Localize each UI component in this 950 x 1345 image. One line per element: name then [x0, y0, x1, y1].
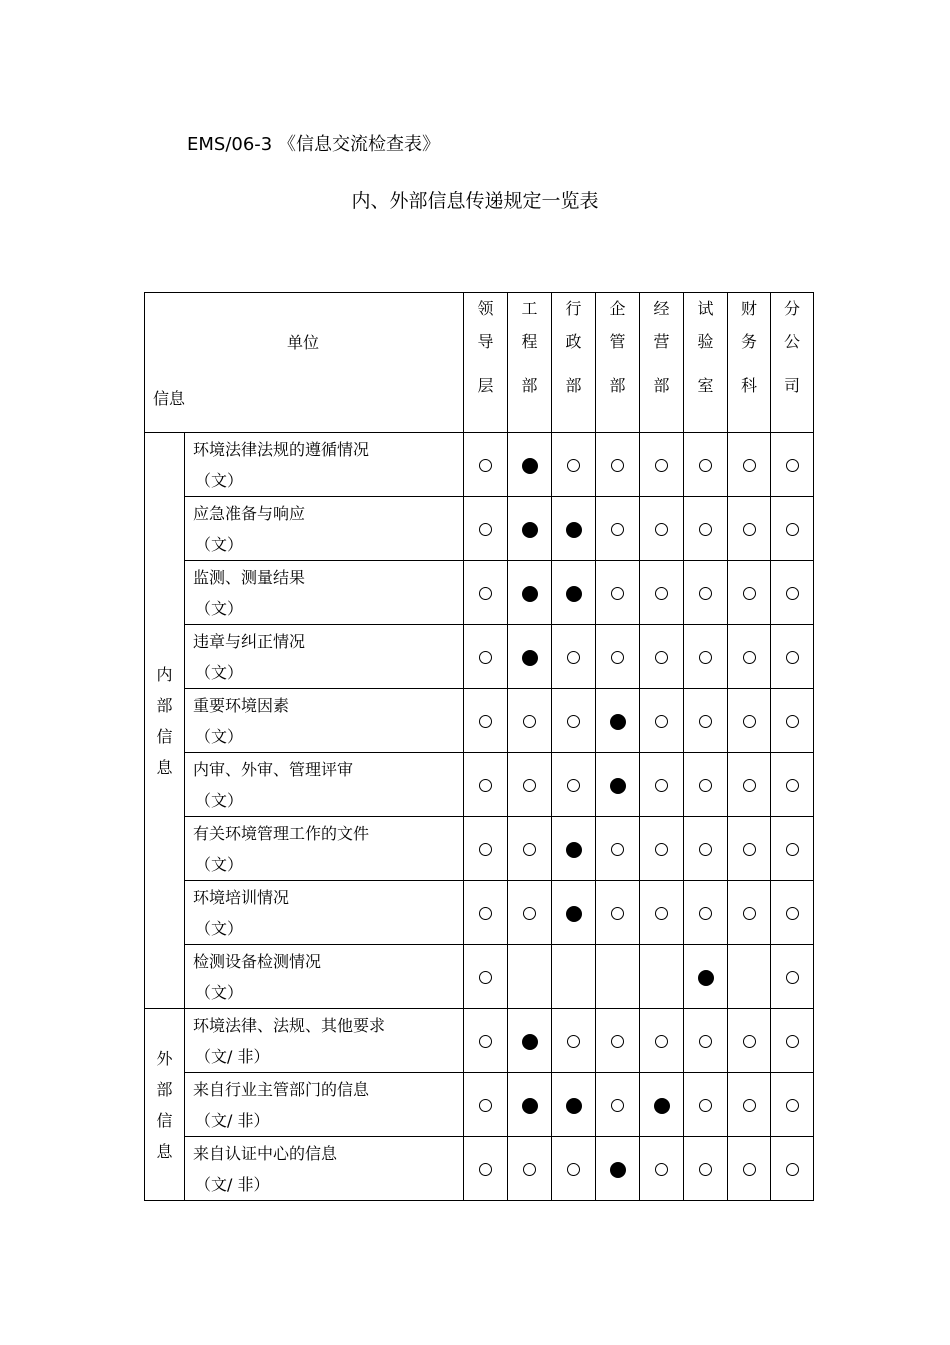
info-item-name: 检测设备检测情况 — [193, 951, 322, 971]
mark-cell — [684, 497, 728, 561]
mark-cell — [771, 753, 814, 817]
open-circle-icon — [611, 907, 624, 920]
table-row — [145, 881, 814, 945]
mark-cell — [771, 945, 814, 1009]
mark-cell — [640, 1073, 684, 1137]
info-item-cell — [185, 625, 464, 689]
mark-cell — [728, 1073, 771, 1137]
open-circle-icon — [611, 587, 624, 600]
mark-cell — [728, 817, 771, 881]
mark-cell — [596, 433, 640, 497]
mark-cell — [508, 945, 552, 1009]
filled-circle-icon — [610, 778, 626, 794]
info-item-cell — [185, 1073, 464, 1137]
mark-cell — [464, 753, 508, 817]
department-char: 务 — [740, 332, 757, 351]
mark-cell — [552, 497, 596, 561]
open-circle-icon — [523, 779, 536, 792]
info-item-type: （文） — [195, 598, 244, 618]
department-char: 部 — [521, 376, 538, 395]
open-circle-icon — [655, 523, 668, 536]
group-label-char: 信 — [156, 726, 173, 746]
department-header — [684, 293, 728, 433]
mark-cell — [728, 1009, 771, 1073]
open-circle-icon — [786, 651, 799, 664]
mark-cell — [728, 561, 771, 625]
open-circle-icon — [611, 1035, 624, 1048]
mark-cell — [508, 689, 552, 753]
mark-cell — [464, 625, 508, 689]
filled-circle-icon — [698, 970, 714, 986]
open-circle-icon — [699, 715, 712, 728]
department-char: 试 — [697, 299, 714, 318]
table-row — [145, 817, 814, 881]
department-header — [508, 293, 552, 433]
info-item-cell — [185, 945, 464, 1009]
mark-cell — [640, 625, 684, 689]
info-item-name: 重要环境因素 — [193, 695, 290, 715]
mark-cell — [684, 817, 728, 881]
open-circle-icon — [743, 523, 756, 536]
department-header — [464, 293, 508, 433]
open-circle-icon — [655, 459, 668, 472]
open-circle-icon — [611, 459, 624, 472]
department-char: 部 — [609, 376, 626, 395]
info-item-name: 来自行业主管部门的信息 — [193, 1079, 370, 1099]
mark-cell — [771, 625, 814, 689]
mark-cell — [596, 689, 640, 753]
internal-info-group — [145, 433, 185, 1009]
info-item-cell — [185, 1137, 464, 1201]
info-label: 信息 — [153, 389, 186, 408]
open-circle-icon — [699, 907, 712, 920]
department-header — [728, 293, 771, 433]
group-label-char: 部 — [156, 1079, 173, 1099]
open-circle-icon — [699, 1099, 712, 1112]
info-item-cell — [185, 561, 464, 625]
info-item-name: 监测、测量结果 — [193, 567, 306, 587]
mark-cell — [508, 497, 552, 561]
mark-cell — [684, 881, 728, 945]
mark-cell — [728, 433, 771, 497]
open-circle-icon — [699, 843, 712, 856]
open-circle-icon — [479, 651, 492, 664]
open-circle-icon — [479, 715, 492, 728]
open-circle-icon — [743, 843, 756, 856]
table-row — [145, 1137, 814, 1201]
filled-circle-icon — [522, 522, 538, 538]
department-char: 部 — [565, 376, 582, 395]
open-circle-icon — [699, 1035, 712, 1048]
info-item-name: 来自认证中心的信息 — [193, 1143, 338, 1163]
mark-cell — [684, 1009, 728, 1073]
open-circle-icon — [786, 1035, 799, 1048]
open-circle-icon — [567, 1163, 580, 1176]
department-char: 司 — [783, 376, 800, 395]
group-label-char: 内 — [156, 664, 173, 684]
mark-cell — [596, 1137, 640, 1201]
open-circle-icon — [743, 907, 756, 920]
mark-cell — [508, 1009, 552, 1073]
mark-cell — [728, 753, 771, 817]
mark-cell — [640, 817, 684, 881]
mark-cell — [596, 561, 640, 625]
mark-cell — [771, 1137, 814, 1201]
open-circle-icon — [743, 779, 756, 792]
open-circle-icon — [743, 587, 756, 600]
table-row — [145, 625, 814, 689]
mark-cell — [552, 433, 596, 497]
info-item-name: 环境法律、法规、其他要求 — [193, 1015, 386, 1035]
mark-cell — [508, 881, 552, 945]
department-header — [640, 293, 684, 433]
mark-cell — [771, 1009, 814, 1073]
department-char: 公 — [783, 332, 800, 351]
mark-cell — [684, 689, 728, 753]
info-item-name: 内审、外审、管理评审 — [193, 759, 354, 779]
open-circle-icon — [655, 651, 668, 664]
mark-cell — [464, 689, 508, 753]
table-row — [145, 689, 814, 753]
open-circle-icon — [655, 907, 668, 920]
filled-circle-icon — [566, 906, 582, 922]
open-circle-icon — [479, 1163, 492, 1176]
open-circle-icon — [567, 1035, 580, 1048]
open-circle-icon — [786, 715, 799, 728]
open-circle-icon — [699, 459, 712, 472]
info-item-type: （文/ 非） — [195, 1174, 270, 1194]
open-circle-icon — [611, 1099, 624, 1112]
mark-cell — [508, 433, 552, 497]
group-label-char: 息 — [156, 1141, 173, 1161]
table-row — [145, 561, 814, 625]
filled-circle-icon — [610, 714, 626, 730]
open-circle-icon — [567, 651, 580, 664]
mark-cell — [640, 881, 684, 945]
mark-cell — [552, 1009, 596, 1073]
department-char: 管 — [609, 332, 626, 351]
mark-cell — [728, 881, 771, 945]
department-char: 工 — [521, 299, 538, 318]
open-circle-icon — [567, 779, 580, 792]
mark-cell — [771, 817, 814, 881]
filled-circle-icon — [522, 1034, 538, 1050]
mark-cell — [640, 561, 684, 625]
open-circle-icon — [786, 907, 799, 920]
mark-cell — [464, 1009, 508, 1073]
info-transfer-table — [144, 292, 814, 1201]
open-circle-icon — [479, 971, 492, 984]
department-char: 部 — [653, 376, 670, 395]
mark-cell — [728, 625, 771, 689]
department-char: 领 — [477, 299, 494, 318]
open-circle-icon — [655, 715, 668, 728]
mark-cell — [552, 753, 596, 817]
info-item-type: （文） — [195, 918, 244, 938]
mark-cell — [771, 561, 814, 625]
open-circle-icon — [699, 779, 712, 792]
department-char: 政 — [565, 332, 582, 351]
open-circle-icon — [743, 1099, 756, 1112]
department-char: 层 — [477, 376, 494, 395]
table-row — [145, 1073, 814, 1137]
group-label-char: 息 — [156, 757, 173, 777]
info-item-type: （文） — [195, 470, 244, 490]
info-item-cell — [185, 497, 464, 561]
mark-cell — [640, 945, 684, 1009]
department-char: 室 — [697, 376, 714, 395]
mark-cell — [728, 689, 771, 753]
table-body — [145, 433, 814, 1201]
filled-circle-icon — [522, 458, 538, 474]
open-circle-icon — [655, 587, 668, 600]
info-item-type: （文） — [195, 662, 244, 682]
external-info-group — [145, 1009, 185, 1201]
department-header — [771, 293, 814, 433]
mark-cell — [684, 433, 728, 497]
info-item-type: （文/ 非） — [195, 1110, 270, 1130]
open-circle-icon — [479, 1099, 492, 1112]
mark-cell — [596, 817, 640, 881]
table-row — [145, 753, 814, 817]
mark-cell — [771, 433, 814, 497]
open-circle-icon — [699, 651, 712, 664]
open-circle-icon — [743, 1163, 756, 1176]
open-circle-icon — [655, 1035, 668, 1048]
info-item-cell — [185, 1009, 464, 1073]
table-row — [145, 945, 814, 1009]
mark-cell — [640, 753, 684, 817]
mark-cell — [771, 881, 814, 945]
open-circle-icon — [523, 843, 536, 856]
mark-cell — [596, 753, 640, 817]
mark-cell — [508, 753, 552, 817]
info-item-name: 违章与纠正情况 — [193, 631, 306, 651]
info-item-type: （文） — [195, 854, 244, 874]
open-circle-icon — [786, 523, 799, 536]
mark-cell — [552, 1137, 596, 1201]
open-circle-icon — [479, 587, 492, 600]
mark-cell — [552, 1073, 596, 1137]
unit-label: 单位 — [287, 333, 320, 352]
open-circle-icon — [567, 715, 580, 728]
open-circle-icon — [611, 843, 624, 856]
open-circle-icon — [786, 971, 799, 984]
table-row — [145, 1009, 814, 1073]
department-char: 验 — [697, 332, 714, 351]
filled-circle-icon — [566, 586, 582, 602]
info-item-cell — [185, 753, 464, 817]
open-circle-icon — [479, 779, 492, 792]
department-header — [552, 293, 596, 433]
mark-cell — [596, 625, 640, 689]
table-row — [145, 497, 814, 561]
info-item-cell — [185, 689, 464, 753]
open-circle-icon — [743, 651, 756, 664]
open-circle-icon — [786, 779, 799, 792]
open-circle-icon — [479, 843, 492, 856]
mark-cell — [508, 817, 552, 881]
open-circle-icon — [743, 715, 756, 728]
filled-circle-icon — [610, 1162, 626, 1178]
department-char: 程 — [521, 332, 538, 351]
mark-cell — [640, 689, 684, 753]
department-char: 经 — [653, 299, 670, 318]
mark-cell — [771, 1073, 814, 1137]
mark-cell — [684, 1137, 728, 1201]
mark-cell — [728, 497, 771, 561]
department-header — [596, 293, 640, 433]
mark-cell — [552, 689, 596, 753]
department-char: 企 — [609, 299, 626, 318]
open-circle-icon — [655, 843, 668, 856]
info-item-cell — [185, 881, 464, 945]
open-circle-icon — [611, 651, 624, 664]
mark-cell — [640, 433, 684, 497]
open-circle-icon — [523, 907, 536, 920]
mark-cell — [552, 817, 596, 881]
group-label-char: 部 — [156, 695, 173, 715]
open-circle-icon — [479, 907, 492, 920]
open-circle-icon — [479, 459, 492, 472]
open-circle-icon — [655, 779, 668, 792]
mark-cell — [464, 817, 508, 881]
open-circle-icon — [611, 523, 624, 536]
mark-cell — [640, 497, 684, 561]
open-circle-icon — [699, 523, 712, 536]
department-char: 导 — [477, 332, 494, 351]
info-item-name: 环境法律法规的遵循情况 — [193, 439, 370, 459]
mark-cell — [771, 689, 814, 753]
open-circle-icon — [479, 523, 492, 536]
filled-circle-icon — [566, 1098, 582, 1114]
mark-cell — [596, 945, 640, 1009]
mark-cell — [684, 945, 728, 1009]
open-circle-icon — [743, 459, 756, 472]
mark-cell — [464, 1073, 508, 1137]
mark-cell — [596, 881, 640, 945]
group-label-char: 信 — [156, 1110, 173, 1130]
mark-cell — [728, 945, 771, 1009]
mark-cell — [771, 497, 814, 561]
mark-cell — [464, 945, 508, 1009]
open-circle-icon — [479, 1035, 492, 1048]
mark-cell — [552, 561, 596, 625]
group-label-char: 外 — [156, 1048, 173, 1068]
filled-circle-icon — [654, 1098, 670, 1114]
header-row — [145, 293, 814, 433]
open-circle-icon — [699, 587, 712, 600]
open-circle-icon — [786, 843, 799, 856]
open-circle-icon — [786, 1163, 799, 1176]
filled-circle-icon — [566, 842, 582, 858]
filled-circle-icon — [522, 1098, 538, 1114]
open-circle-icon — [655, 1163, 668, 1176]
mark-cell — [596, 497, 640, 561]
mark-cell — [596, 1009, 640, 1073]
open-circle-icon — [786, 587, 799, 600]
mark-cell — [464, 1137, 508, 1201]
mark-cell — [684, 1073, 728, 1137]
mark-cell — [640, 1137, 684, 1201]
corner-header — [145, 293, 464, 433]
mark-cell — [508, 1073, 552, 1137]
info-item-type: （文） — [195, 790, 244, 810]
department-char: 财 — [740, 299, 757, 318]
mark-cell — [464, 497, 508, 561]
page-title: 内、外部信息传递规定一览表 — [351, 190, 599, 212]
mark-cell — [552, 881, 596, 945]
open-circle-icon — [523, 1163, 536, 1176]
mark-cell — [508, 561, 552, 625]
mark-cell — [552, 945, 596, 1009]
info-item-type: （文） — [195, 982, 244, 1002]
department-char: 分 — [783, 299, 800, 318]
document-code: EMS/06-3 《信息交流检查表》 — [187, 134, 440, 155]
info-item-cell — [185, 433, 464, 497]
info-item-name: 应急准备与响应 — [193, 503, 306, 523]
mark-cell — [684, 753, 728, 817]
info-item-name: 环境培训情况 — [193, 887, 290, 907]
open-circle-icon — [786, 459, 799, 472]
mark-cell — [684, 625, 728, 689]
mark-cell — [684, 561, 728, 625]
table-row — [145, 433, 814, 497]
mark-cell — [464, 561, 508, 625]
department-char: 科 — [740, 376, 757, 395]
mark-cell — [464, 433, 508, 497]
info-item-cell — [185, 817, 464, 881]
open-circle-icon — [786, 1099, 799, 1112]
department-char: 行 — [565, 299, 582, 318]
mark-cell — [508, 1137, 552, 1201]
department-char: 营 — [653, 332, 670, 351]
filled-circle-icon — [522, 586, 538, 602]
info-item-type: （文） — [195, 534, 244, 554]
mark-cell — [640, 1009, 684, 1073]
filled-circle-icon — [566, 522, 582, 538]
mark-cell — [596, 1073, 640, 1137]
open-circle-icon — [523, 715, 536, 728]
open-circle-icon — [699, 1163, 712, 1176]
info-item-name: 有关环境管理工作的文件 — [193, 823, 370, 843]
info-item-type: （文/ 非） — [195, 1046, 270, 1066]
mark-cell — [464, 881, 508, 945]
filled-circle-icon — [522, 650, 538, 666]
mark-cell — [508, 625, 552, 689]
mark-cell — [728, 1137, 771, 1201]
open-circle-icon — [743, 1035, 756, 1048]
info-item-type: （文） — [195, 726, 244, 746]
open-circle-icon — [567, 459, 580, 472]
mark-cell — [552, 625, 596, 689]
